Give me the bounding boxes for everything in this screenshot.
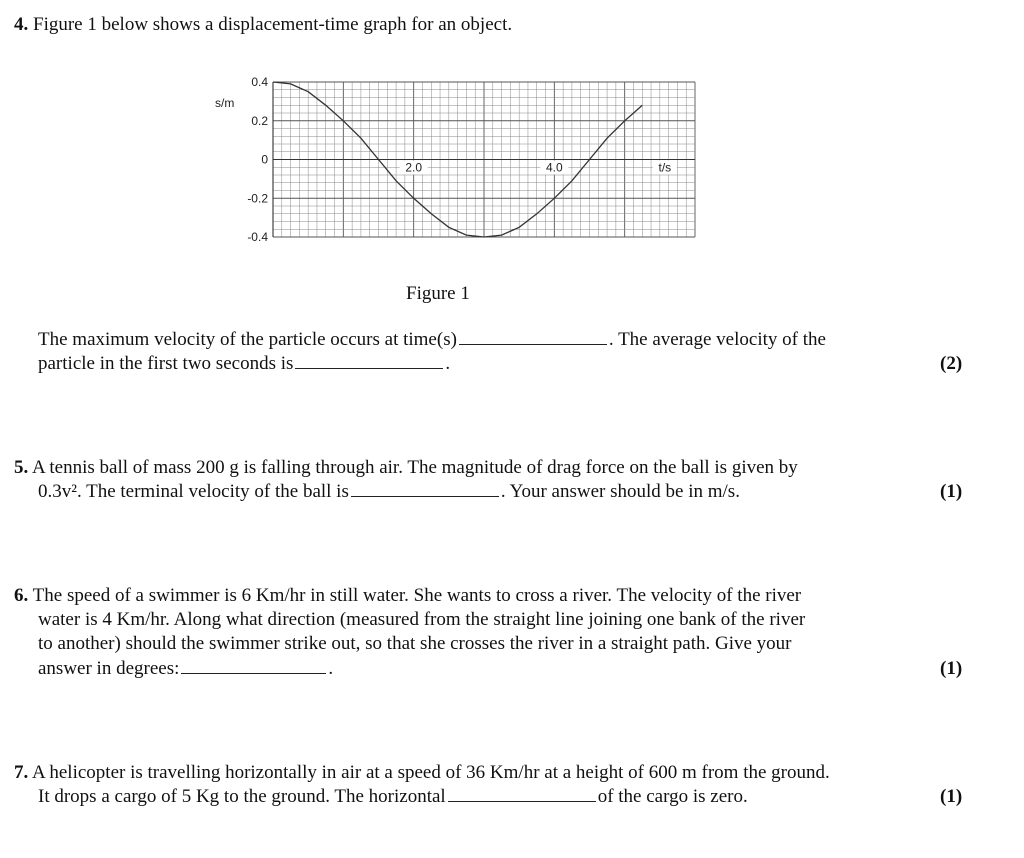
y-tick-label: 0.2 xyxy=(251,113,268,128)
q4-line2-b: . xyxy=(445,353,451,374)
x-axis-label: t/s xyxy=(658,160,672,175)
q7-number: 7. xyxy=(14,762,29,783)
q4-line1-b: . The average velocity of the xyxy=(608,329,826,350)
q7-blank[interactable] xyxy=(448,800,596,802)
q6-line4 xyxy=(38,658,333,680)
x-tick-label: 4.0 xyxy=(545,160,563,175)
figure-caption: Figure 1 xyxy=(406,283,470,304)
q6-line3: to another) should the swimmer strike out, so that she crosses the river in a straight path. Give your xyxy=(38,633,792,654)
graph-grid xyxy=(273,82,695,237)
y-axis-label: s/m xyxy=(215,96,235,110)
q4-intro-text: Figure 1 below shows a displacement-time graph for an object. xyxy=(33,14,513,35)
q5-line2-b: . Your answer should be in m/s. xyxy=(500,481,740,502)
q5-number: 5. xyxy=(14,457,29,478)
q6-number: 6. xyxy=(14,585,29,606)
q6-line4-b: . xyxy=(328,658,334,679)
q4-blank-2[interactable] xyxy=(295,367,443,369)
q7-marks: (1) xyxy=(940,786,963,807)
x-tick-label: 2.0 xyxy=(405,160,423,175)
q5-line1-text: A tennis ball of mass 200 g is falling through air. The magnitude of drag force on the ball is given by xyxy=(31,457,798,478)
q7-line1 xyxy=(14,762,830,784)
y-tick-label: -0.4 xyxy=(247,230,268,244)
y-tick-label: -0.2 xyxy=(247,191,268,206)
q6-blank[interactable] xyxy=(181,672,326,674)
q4-marks: (2) xyxy=(940,353,963,374)
q6-line1 xyxy=(14,585,801,607)
q4-blank-1[interactable] xyxy=(459,343,607,345)
q4-number: 4. xyxy=(14,14,29,35)
q4-line1 xyxy=(38,329,826,351)
q5-blank[interactable] xyxy=(351,495,499,497)
q6-line2: water is 4 Km/hr. Along what direction (measured from the straight line joining one bank of the river xyxy=(38,609,806,630)
q5-line2-a: 0.3v². The terminal velocity of the ball is xyxy=(38,481,349,502)
q7-line2 xyxy=(38,786,748,808)
q6-marks: (1) xyxy=(940,658,963,679)
q6-line4-a: answer in degrees: xyxy=(38,658,180,679)
y-tick-label: 0.4 xyxy=(251,75,268,89)
displacement-time-graph xyxy=(205,70,705,250)
q7-line2-a: It drops a cargo of 5 Kg to the ground. The horizontal xyxy=(38,786,446,807)
q5-line2 xyxy=(38,481,740,503)
q6-line1-text: The speed of a swimmer is 6 Km/hr in still water. She wants to cross a river. The velocity of the river xyxy=(32,585,802,606)
q5-marks: (1) xyxy=(940,481,963,502)
q4-line1-a: The maximum velocity of the particle occurs at time(s) xyxy=(38,329,457,350)
q5-line1 xyxy=(14,457,798,479)
y-tick-label: 0 xyxy=(261,152,268,167)
q4-line2 xyxy=(38,353,450,375)
q7-line1-text: A helicopter is travelling horizontally in air at a speed of 36 Km/hr at a height of 600 m from the ground. xyxy=(31,762,830,783)
q4-line2-a: particle in the first two seconds is xyxy=(38,353,294,374)
q7-line2-b: of the cargo is zero. xyxy=(597,786,748,807)
q4-intro xyxy=(14,14,512,36)
